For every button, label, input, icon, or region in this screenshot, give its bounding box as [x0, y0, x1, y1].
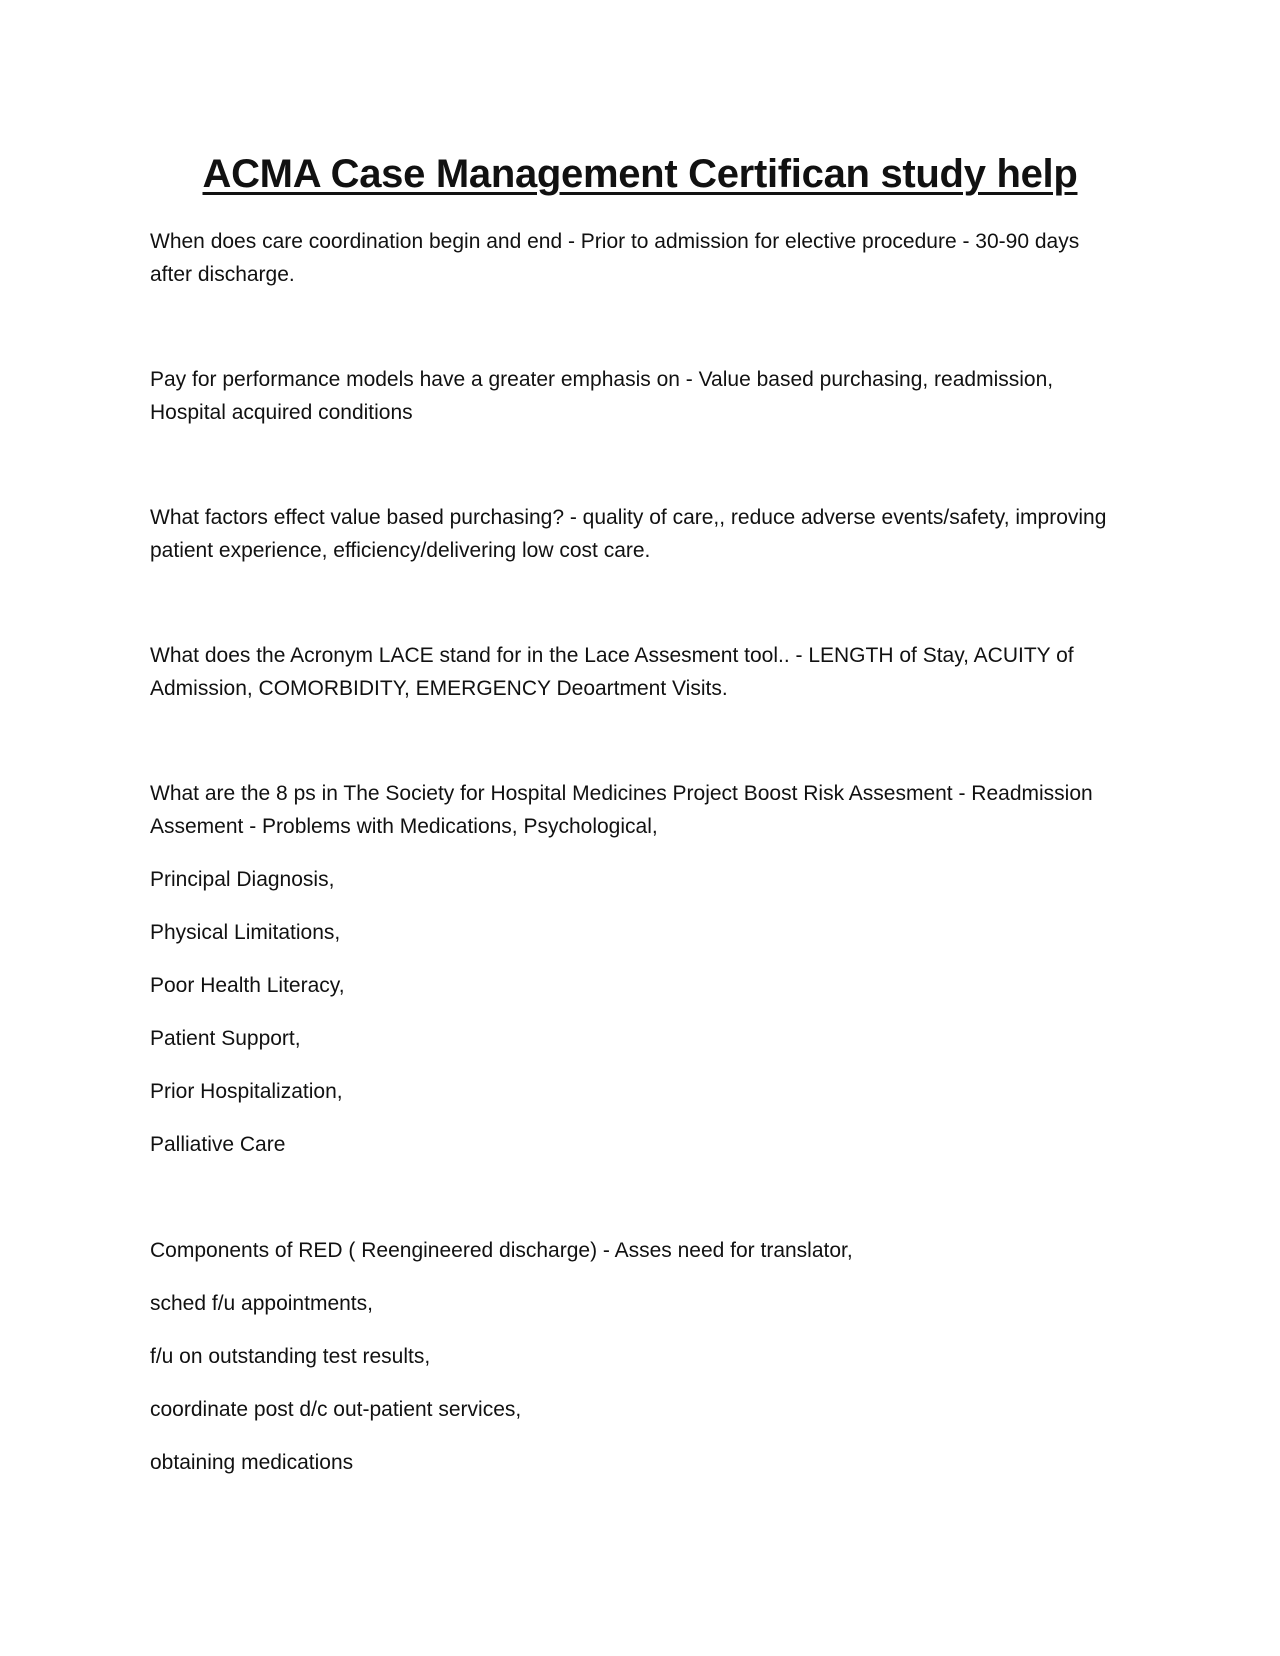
text-line: Physical Limitations,	[150, 921, 341, 944]
text-line: patient experience, efficiency/delivering low cost care.	[150, 539, 651, 562]
text-line: f/u on outstanding test results,	[150, 1345, 431, 1368]
text-line: after discharge.	[150, 263, 295, 286]
text-line: Principal Diagnosis,	[150, 868, 335, 891]
text-line: Assement - Problems with Medications, Psychological,	[150, 815, 658, 838]
text-line: Palliative Care	[150, 1133, 286, 1156]
text-line: Components of RED ( Reengineered discharge) - Asses need for translator,	[150, 1239, 853, 1262]
page-title: ACMA Case Management Certifican study help	[202, 152, 1078, 196]
text-line: What factors effect value based purchasing? - quality of care,, reduce adverse events/safety, improving	[150, 506, 1107, 529]
text-line: Pay for performance models have a greater emphasis on - Value based purchasing, readmission,	[150, 368, 1054, 391]
text-line: What are the 8 ps in The Society for Hospital Medicines Project Boost Risk Assesment - Readmission	[150, 782, 1093, 805]
text-line: sched f/u appointments,	[150, 1292, 373, 1315]
text-line: Admission, COMORBIDITY, EMERGENCY Deoartment Visits.	[150, 677, 728, 700]
text-line: Poor Health Literacy,	[150, 974, 345, 997]
text-line: What does the Acronym LACE stand for in the Lace Assesment tool.. - LENGTH of Stay, ACUITY of	[150, 644, 1074, 667]
text-line: Patient Support,	[150, 1027, 301, 1050]
text-line: Prior Hospitalization,	[150, 1080, 343, 1103]
text-line: Hospital acquired conditions	[150, 401, 413, 424]
text-line: When does care coordination begin and end - Prior to admission for elective procedure - 30-90 days	[150, 230, 1080, 253]
text-line: obtaining medications	[150, 1451, 354, 1474]
text-line: coordinate post d/c out-patient services,	[150, 1398, 522, 1421]
